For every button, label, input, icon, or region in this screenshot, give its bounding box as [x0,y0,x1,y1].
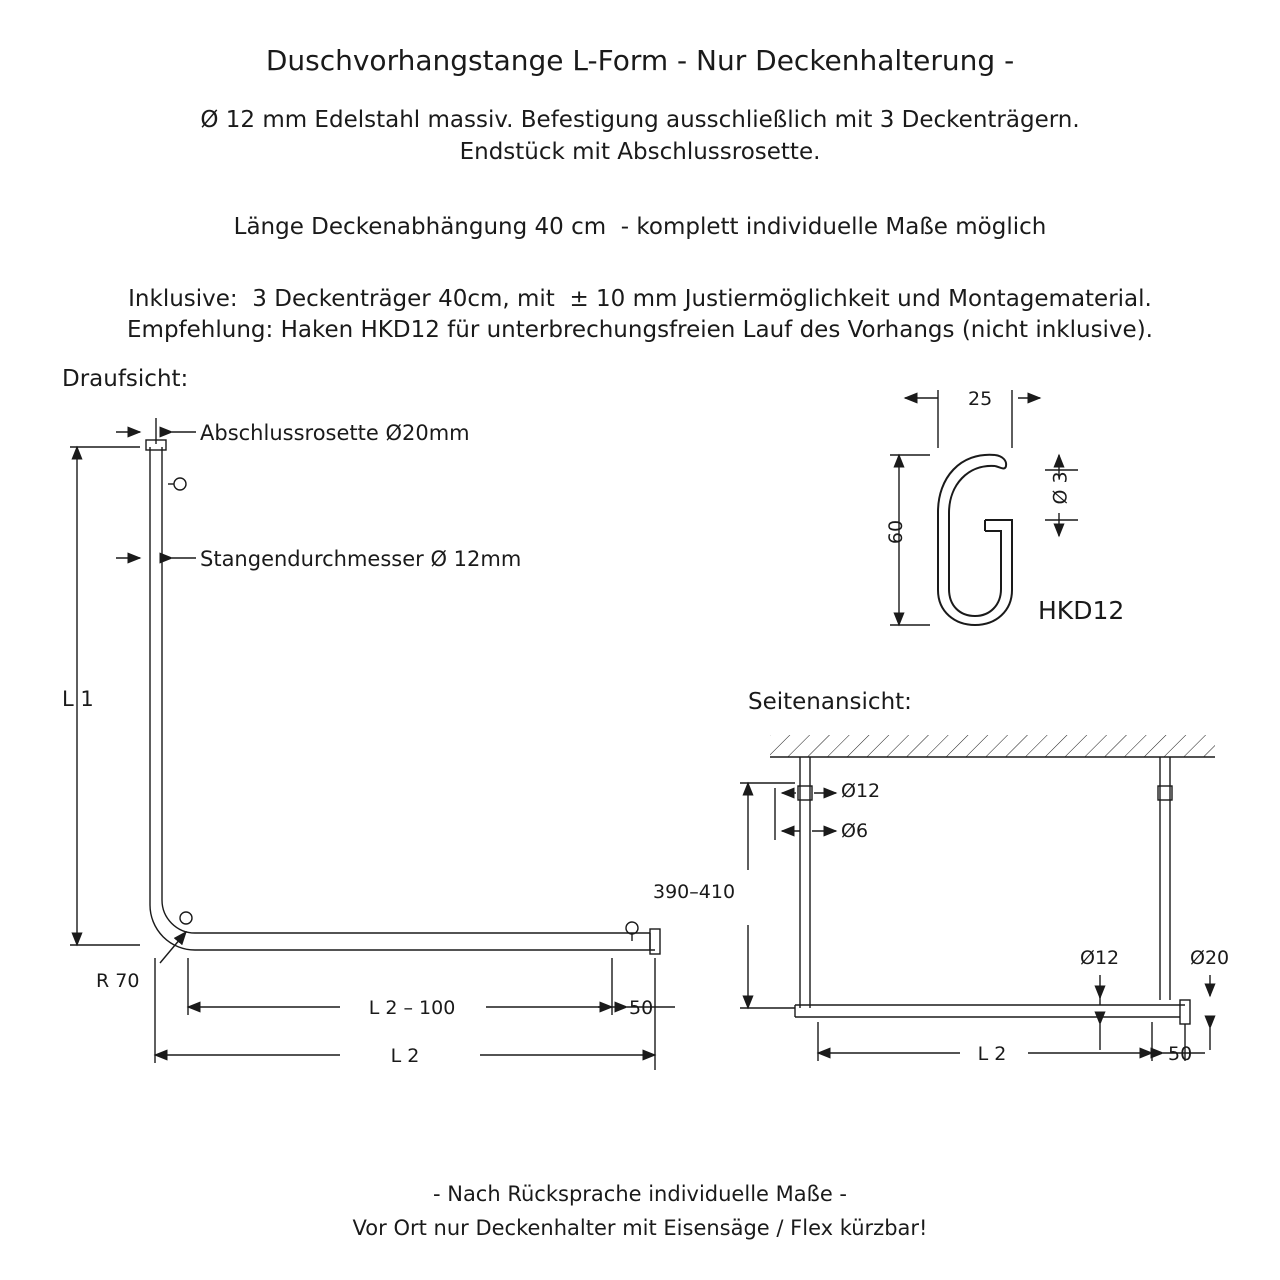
rod-diameter-callout-label: Stangendurchmesser Ø 12mm [200,547,522,571]
spec-line-2: Endstück mit Abschlussrosette. [459,139,821,165]
hook-drawing [938,455,1012,625]
top-view-label: Draufsicht: [62,366,189,392]
spec-line-3: Länge Deckenabhängung 40 cm - komplett individuelle Maße möglich [233,214,1047,240]
side-view-label: Seitenansicht: [748,689,912,715]
top-view-callouts [116,418,196,963]
top-view-rod [146,440,660,954]
side-height-range-label: 390–410 [653,881,736,903]
side-view-drawing [770,735,1215,1024]
side-d20-label: Ø20 [1190,947,1230,969]
side-d12-bottom-label: Ø12 [1080,947,1120,969]
radius-label: R 70 [96,970,140,992]
l1-dimension [70,447,140,945]
hook-wire-diameter-label: Ø 3 [1049,471,1072,505]
l2-label-top: L 2 [390,1045,420,1067]
hook-dimensions [890,390,1078,625]
footer-line-2: Vor Ort nur Deckenhalter mit Eisensäge / Flex kürzbar! [352,1216,928,1240]
l2-label-side: L 2 [977,1043,1007,1065]
fifty-label-side: 50 [1168,1043,1193,1065]
hook-name-label: HKD12 [1038,596,1125,625]
spec-line-1: Ø 12 mm Edelstahl massiv. Befestigung ausschließlich mit 3 Deckenträgern. [200,107,1080,133]
spec-line-5: Empfehlung: Haken HKD12 für unterbrechungsfreien Lauf des Vorhangs (nicht inklusive). [127,317,1153,343]
hook-width-label: 25 [968,388,993,410]
page-title: Duschvorhangstange L-Form - Nur Deckenhalterung - [265,44,1015,77]
l2-minus-100-dimension [188,958,675,1070]
l1-dimension-label: L 1 [62,687,94,711]
l2-dimension-top [155,958,655,1063]
side-d6-label: Ø6 [841,820,869,842]
rosette-callout-label: Abschlussrosette Ø20mm [200,421,470,445]
spec-line-4: Inklusive: 3 Deckenträger 40cm, mit ± 10 mm Justiermöglichkeit und Montagematerial. [128,286,1152,312]
l2-minus-100-label: L 2 – 100 [368,997,456,1019]
footer-line-1: - Nach Rücksprache individuelle Maße - [432,1182,848,1206]
fifty-label-top: 50 [629,997,654,1019]
side-d12-top-label: Ø12 [841,780,881,802]
hook-height-label: 60 [885,519,908,545]
